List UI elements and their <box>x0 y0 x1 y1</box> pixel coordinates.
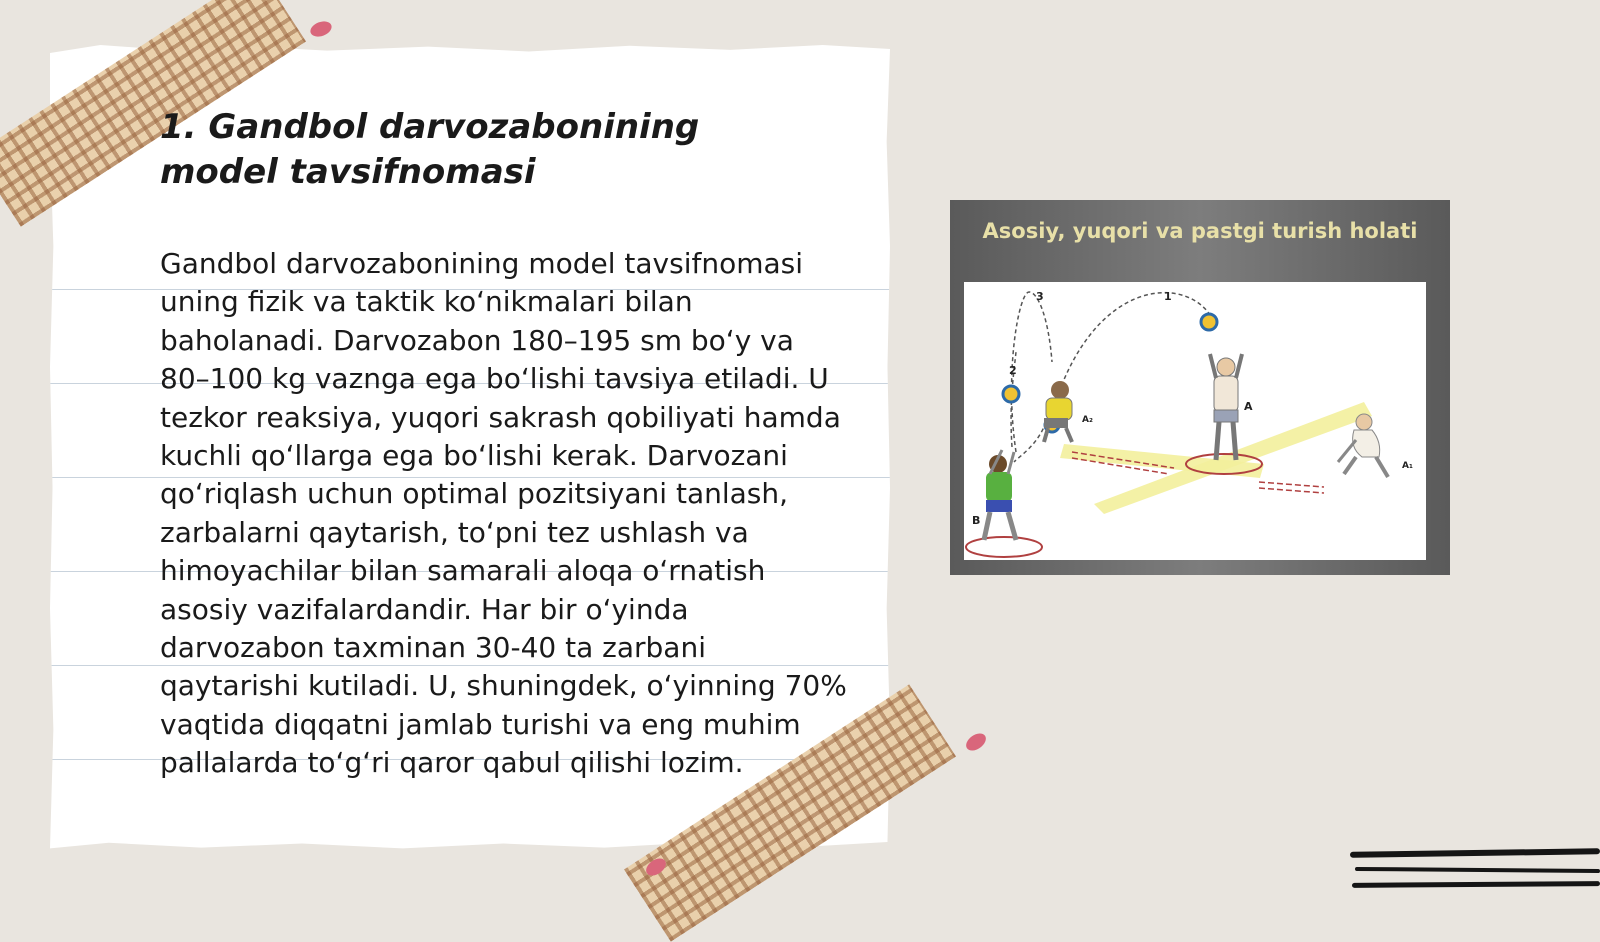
player-a-figure <box>1210 354 1242 460</box>
slide-title: 1. Gandbol darvozabonining model tavsifnomasi <box>160 107 700 192</box>
figure-caption: Asosiy, yuqori va pastgi turish holati <box>982 219 1418 243</box>
diagram-label: 3 <box>1036 290 1044 303</box>
figure-illustration <box>964 282 1426 560</box>
ball-icon <box>1003 386 1019 402</box>
player-a2-figure <box>1044 381 1072 442</box>
slide-body-text: Gandbol darvozabonining model tavsifnomasi uning fizik va taktik koʻnikmalari bilan baholanadi. Darvozabon 180–195 sm boʻy va 80–100 kg vaznga ega boʻlishi tavsiya etiladi. U tezkor reaksiya, yuqori sakrash qobiliyati hamda kuchli qoʻllarga ega boʻlishi kerak. Darvozani qoʻriqlash uchun optimal pozitsiyani tanlash, zarbalarni qaytarish, toʻpni tez ushlash va himoyachilar bilan samarali aloqa oʻrnatish asosiy vazifalardandir. Har bir oʻyinda darvozabon taxminan 30-40 ta zarbani qaytarishi kutiladi. U, shuningdek, oʻyinning 70% vaqtida diqqatni jamlab turishi va eng muhim pallalarda toʻgʻri qaror qabul qilishi lozim. <box>160 247 847 780</box>
volleyball-stance-diagram <box>964 282 1426 560</box>
diagram-label: A₁ <box>1402 461 1413 471</box>
ball-icon <box>1201 314 1217 330</box>
diagram-label: 1 <box>1164 290 1172 303</box>
diagram-label: B <box>972 514 981 527</box>
diagram-label: A₂ <box>1082 415 1093 425</box>
trajectory-path <box>1059 293 1214 392</box>
diagram-label: A <box>1244 400 1253 413</box>
figure-card <box>950 200 1450 575</box>
tape-pin-icon <box>308 19 333 40</box>
decorative-stroke <box>1350 848 1600 857</box>
position-circle <box>966 537 1042 557</box>
player-b-figure <box>984 450 1016 540</box>
decorative-stroke <box>1355 867 1600 873</box>
decorative-stroke <box>1352 881 1600 888</box>
tape-pin-icon <box>963 730 989 754</box>
diagram-label: 2 <box>1009 364 1017 377</box>
